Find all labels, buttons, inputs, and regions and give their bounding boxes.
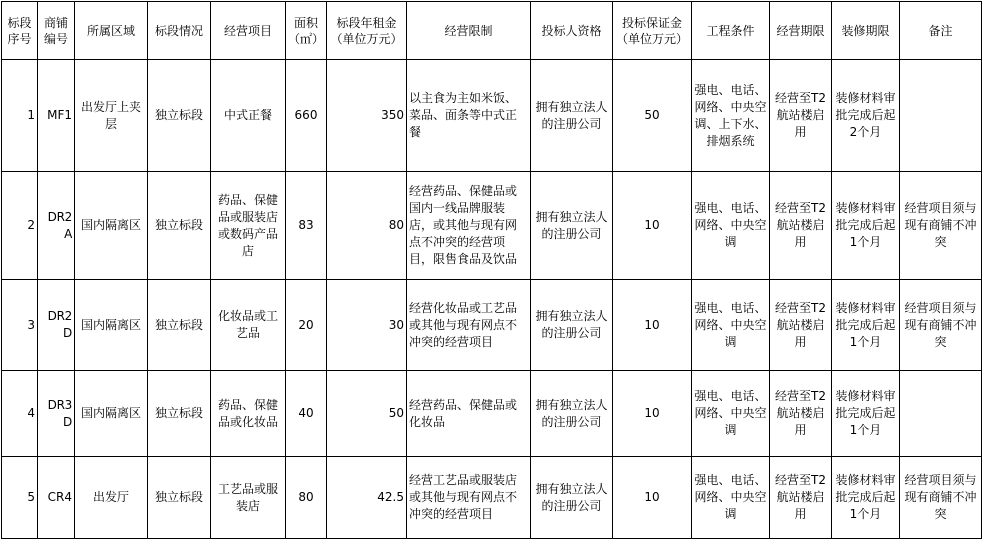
cell-seq: 3 <box>2 280 38 371</box>
header-deposit: 投标保证金（单位万元） <box>613 2 692 60</box>
cell-engineering: 强电、电话、网络、中央空调 <box>692 457 770 539</box>
cell-seq: 4 <box>2 371 38 457</box>
table-row <box>2 60 982 172</box>
header-status: 标段情况 <box>148 2 211 60</box>
header-rent: 标段年租金（单位万元） <box>327 2 407 60</box>
cell-seq: 5 <box>2 457 38 539</box>
cell-business: 药品、保健品或化妆品 <box>211 371 286 457</box>
header-renovation: 装修期限 <box>832 2 900 60</box>
cell-seq: 2 <box>2 172 38 280</box>
cell-seq: 1 <box>2 60 38 172</box>
cell-zone: 国内隔离区 <box>75 280 148 371</box>
cell-status: 独立标段 <box>148 280 211 371</box>
cell-shop-no: DR3D <box>38 371 75 457</box>
cell-term: 经营至T2航站楼启用 <box>770 371 832 457</box>
header-engineering: 工程条件 <box>692 2 770 60</box>
cell-remark <box>900 371 982 457</box>
cell-status: 独立标段 <box>148 457 211 539</box>
header-row <box>2 2 982 60</box>
header-business: 经营项目 <box>211 2 286 60</box>
cell-size: 83 <box>286 172 327 280</box>
cell-deposit: 10 <box>613 371 692 457</box>
cell-engineering: 强电、电话、网络、中央空调 <box>692 172 770 280</box>
cell-qualification: 拥有独立法人的注册公司 <box>531 172 613 280</box>
cell-rent: 42.5 <box>327 457 407 539</box>
header-qualification: 投标人资格 <box>531 2 613 60</box>
cell-deposit: 10 <box>613 457 692 539</box>
cell-engineering: 强电、电话、网络、中央空调 <box>692 371 770 457</box>
cell-engineering: 强电、电话、网络、中央空调 <box>692 280 770 371</box>
cell-restriction: 经营药品、保健品或国内一线品牌服装店，或其他与现有网点不冲突的经营项目，限售食品及饮品 <box>407 172 531 280</box>
cell-business: 中式正餐 <box>211 60 286 172</box>
cell-restriction: 经营工艺品或服装店或其他与现有网点不冲突的经营项目 <box>407 457 531 539</box>
table-row <box>2 280 982 371</box>
header-zone: 所属区域 <box>75 2 148 60</box>
header-shop-no: 商铺编号 <box>38 2 75 60</box>
cell-term: 经营至T2航站楼启用 <box>770 280 832 371</box>
header-remark: 备注 <box>900 2 982 60</box>
cell-renovation: 装修材料审批完成后起1个月 <box>832 457 900 539</box>
cell-shop-no: MF1 <box>38 60 75 172</box>
cell-term: 经营至T2航站楼启用 <box>770 172 832 280</box>
cell-qualification: 拥有独立法人的注册公司 <box>531 60 613 172</box>
cell-size: 40 <box>286 371 327 457</box>
table-row <box>2 172 982 280</box>
cell-renovation: 装修材料审批完成后起2个月 <box>832 60 900 172</box>
cell-term: 经营至T2航站楼启用 <box>770 60 832 172</box>
cell-restriction: 经营化妆品或工艺品或其他与现有网点不冲突的经营项目 <box>407 280 531 371</box>
cell-rent: 30 <box>327 280 407 371</box>
cell-qualification: 拥有独立法人的注册公司 <box>531 371 613 457</box>
cell-business: 工艺品或服装店 <box>211 457 286 539</box>
table-row <box>2 457 982 539</box>
cell-engineering: 强电、电话、网络、中央空调、上下水、排烟系统 <box>692 60 770 172</box>
cell-zone: 出发厅上夹层 <box>75 60 148 172</box>
cell-zone: 出发厅 <box>75 457 148 539</box>
cell-remark <box>900 60 982 172</box>
header-restriction: 经营限制 <box>407 2 531 60</box>
cell-remark: 经营项目须与现有商铺不冲突 <box>900 280 982 371</box>
cell-remark: 经营项目须与现有商铺不冲突 <box>900 172 982 280</box>
cell-term: 经营至T2航站楼启用 <box>770 457 832 539</box>
cell-rent: 50 <box>327 371 407 457</box>
cell-status: 独立标段 <box>148 172 211 280</box>
cell-restriction: 以主食为主如米饭、菜品、面条等中式正餐 <box>407 60 531 172</box>
cell-restriction: 经营药品、保健品或化妆品 <box>407 371 531 457</box>
cell-deposit: 50 <box>613 60 692 172</box>
cell-qualification: 拥有独立法人的注册公司 <box>531 457 613 539</box>
cell-shop-no: CR4 <box>38 457 75 539</box>
cell-zone: 国内隔离区 <box>75 172 148 280</box>
cell-business: 药品、保健品或服装店或数码产品店 <box>211 172 286 280</box>
header-term: 经营期限 <box>770 2 832 60</box>
cell-size: 20 <box>286 280 327 371</box>
header-seq: 标段序号 <box>2 2 38 60</box>
cell-shop-no: DR2D <box>38 280 75 371</box>
cell-size: 80 <box>286 457 327 539</box>
tender-table <box>1 1 982 539</box>
cell-rent: 350 <box>327 60 407 172</box>
cell-renovation: 装修材料审批完成后起1个月 <box>832 172 900 280</box>
header-size: 面积（㎡） <box>286 2 327 60</box>
table-row <box>2 371 982 457</box>
cell-zone: 国内隔离区 <box>75 371 148 457</box>
cell-status: 独立标段 <box>148 371 211 457</box>
cell-renovation: 装修材料审批完成后起1个月 <box>832 280 900 371</box>
cell-deposit: 10 <box>613 280 692 371</box>
cell-size: 660 <box>286 60 327 172</box>
cell-qualification: 拥有独立法人的注册公司 <box>531 280 613 371</box>
cell-business: 化妆品或工艺品 <box>211 280 286 371</box>
cell-remark: 经营项目须与现有商铺不冲突 <box>900 457 982 539</box>
cell-renovation: 装修材料审批完成后起1个月 <box>832 371 900 457</box>
cell-status: 独立标段 <box>148 60 211 172</box>
cell-rent: 80 <box>327 172 407 280</box>
cell-deposit: 10 <box>613 172 692 280</box>
cell-shop-no: DR2A <box>38 172 75 280</box>
